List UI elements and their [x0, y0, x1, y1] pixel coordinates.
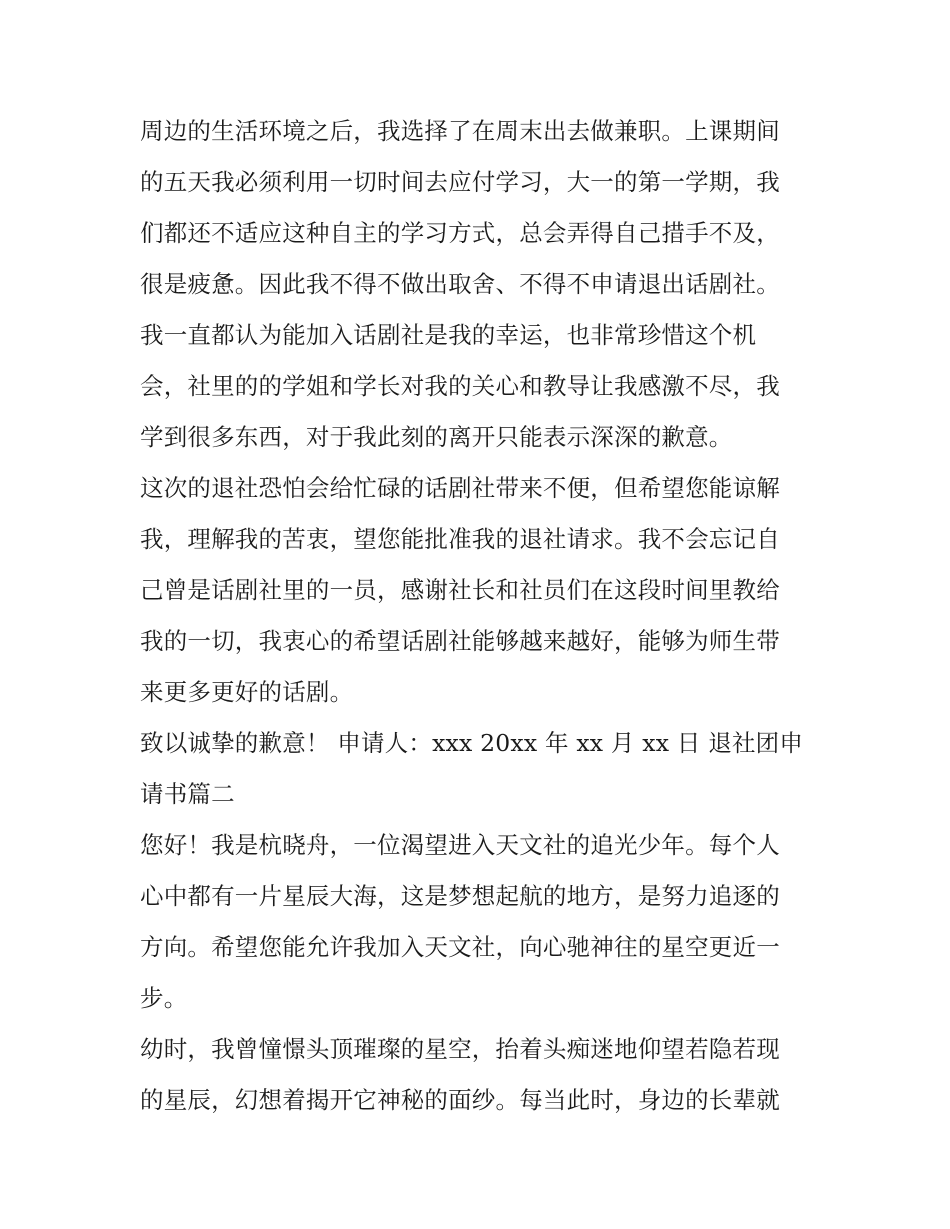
text-line: 们都还不适应这种自主的学习方式，总会弄得自己措手不及，: [140, 219, 780, 247]
text-line: 幼时，我曾憧憬头顶璀璨的星空，抬着头痴迷地仰望若隐若现: [140, 1035, 780, 1063]
text-line: 致以诚挚的歉意！ 申请人：xxx 20xx 年 xx 月 xx 日 退社团申: [140, 729, 804, 757]
text-line: 请书篇二: [140, 780, 235, 808]
text-line: 己曾是话剧社里的一员，感谢社长和社员们在这段时间里教给: [140, 576, 780, 604]
text-line: 这次的退社恐怕会给忙碌的话剧社带来不便，但希望您能谅解: [140, 474, 780, 502]
document-body: [140, 106, 820, 1126]
text-line: 来更多更好的话剧。: [140, 678, 354, 706]
text-line: 很是疲惫。因此我不得不做出取舍、不得不申请退出话剧社。: [140, 270, 780, 298]
text-line: 会，社里的的学姐和学长对我的关心和教导让我感激不尽，我: [140, 372, 780, 400]
text-line: 心中都有一片星辰大海，这是梦想起航的地方，是努力追逐的: [140, 882, 780, 910]
text-line: 的星辰，幻想着揭开它神秘的面纱。每当此时，身边的长辈就: [140, 1086, 780, 1114]
text-line: 学到很多东西，对于我此刻的离开只能表示深深的歉意。: [140, 423, 733, 451]
text-line: 我的一切，我衷心的希望话剧社能够越来越好，能够为师生带: [140, 627, 780, 655]
text-line: 周边的生活环境之后，我选择了在周末出去做兼职。上课期间: [140, 117, 780, 145]
text-line: 您好！我是杭晓舟，一位渴望进入天文社的追光少年。每个人: [140, 831, 780, 859]
text-line: 的五天我必须利用一切时间去应付学习，大一的第一学期，我: [140, 168, 780, 196]
text-line: 步。: [140, 984, 188, 1012]
text-line: 我一直都认为能加入话剧社是我的幸运，也非常珍惜这个机: [140, 321, 757, 349]
text-line: 方向。希望您能允许我加入天文社，向心驰神往的星空更近一: [140, 933, 780, 961]
text-line: 我，理解我的苦衷，望您能批准我的退社请求。我不会忘记自: [140, 525, 780, 553]
